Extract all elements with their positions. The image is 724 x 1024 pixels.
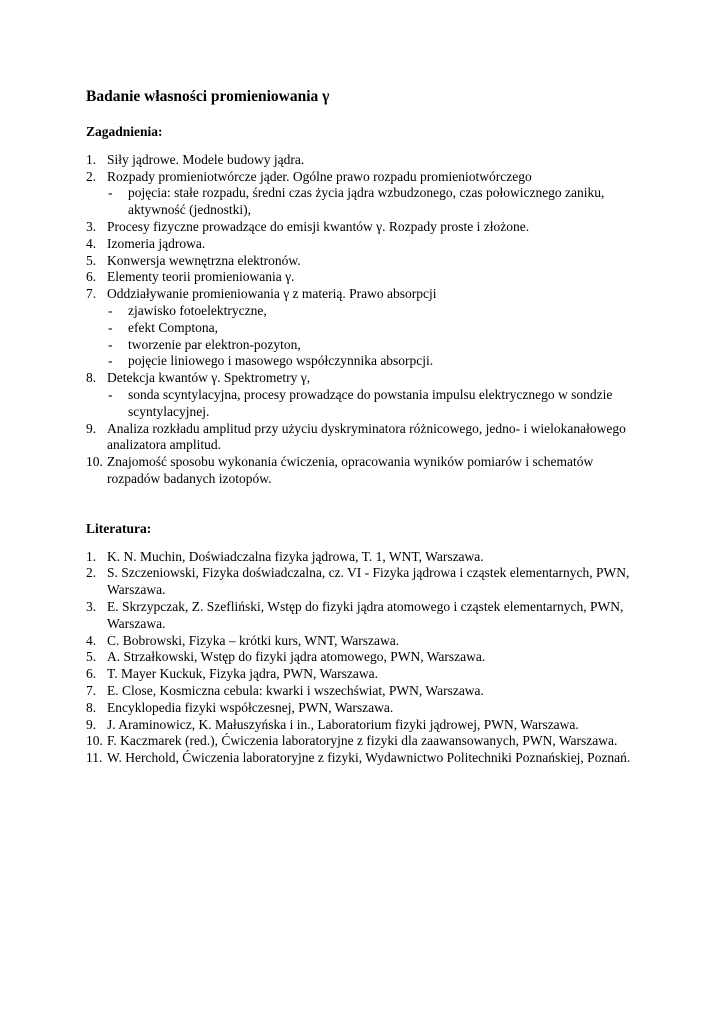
topic-item bbox=[86, 219, 646, 236]
literature-text: K. N. Muchin, Doświadczalna fizyka jądrowa, T. 1, WNT, Warszawa. bbox=[107, 548, 484, 564]
topic-item bbox=[86, 253, 646, 270]
literature-number: 6. bbox=[86, 666, 97, 682]
topic-item bbox=[86, 269, 646, 286]
literature-number: 11. bbox=[86, 750, 103, 766]
literature-item bbox=[86, 649, 646, 666]
topic-number: 2. bbox=[86, 168, 97, 184]
literature-number: 3. bbox=[86, 598, 97, 614]
topic-text: Analiza rozkładu amplitud przy użyciu dyskryminatora różnicowego, jedno- i wielokanałowego analizatora amplitud. bbox=[107, 420, 626, 453]
topic-subitem: - tworzenie par elektron-pozyton, bbox=[108, 336, 301, 352]
topic-item bbox=[86, 236, 646, 253]
topic-text: Elementy teorii promieniowania γ. bbox=[107, 269, 295, 285]
topic-item bbox=[86, 169, 646, 219]
topic-text: Znajomość sposobu wykonania ćwiczenia, opracowania wyników pomiarów i schematów rozpadów badanych izotopów. bbox=[107, 454, 594, 486]
literature-heading: Literatura: bbox=[86, 520, 152, 536]
topic-number: 7. bbox=[86, 286, 97, 302]
topic-subitem: - zjawisko fotoelektryczne, bbox=[108, 302, 267, 318]
document-title: Badanie własności promieniowania γ bbox=[86, 88, 330, 105]
topic-text: Detekcja kwantów γ. Spektrometry γ, bbox=[107, 370, 311, 386]
literature-text: J. Araminowicz, K. Małuszyńska i in., Laboratorium fizyki jądrowej, PWN, Warszawa. bbox=[107, 716, 579, 732]
literature-number: 7. bbox=[86, 682, 97, 698]
literature-item bbox=[86, 666, 646, 683]
literature-item bbox=[86, 733, 646, 750]
literature-number: 4. bbox=[86, 632, 97, 648]
topic-subitem: - sonda scyntylacyjna, procesy prowadzące do powstania impulsu elektrycznego w sondzie scyntylacyjnej. bbox=[108, 386, 613, 419]
topic-text: Rozpady promieniotwórcze jąder. Ogólne prawo rozpadu promieniotwórczego bbox=[107, 168, 532, 184]
literature-text: F. Kaczmarek (red.), Ćwiczenia laboratoryjne z fizyki dla zaawansowanych, PWN, Warszawa. bbox=[107, 733, 618, 749]
topic-text: Siły jądrowe. Modele budowy jądra. bbox=[107, 151, 305, 167]
literature-item bbox=[86, 599, 646, 633]
topics-heading: Zagadnienia: bbox=[86, 124, 163, 139]
topic-subitem-text: sonda scyntylacyjna, procesy prowadzące do powstania impulsu elektrycznego w sondzie scyntylacyjnej. bbox=[128, 386, 613, 419]
literature-item bbox=[86, 717, 646, 734]
topic-subitem: - efekt Comptona, bbox=[108, 319, 218, 335]
literature-text: T. Mayer Kuckuk, Fizyka jądra, PWN, Warszawa. bbox=[107, 666, 378, 682]
topic-subitem: - pojęcie liniowego i masowego współczynnika absorpcji. bbox=[108, 353, 434, 369]
topic-subitem: - pojęcia: stałe rozpadu, średni czas życia jądra wzbudzonego, czas połowicznego zaniku, aktywność (jednostki), bbox=[108, 185, 605, 218]
topic-number: 5. bbox=[86, 252, 97, 268]
topic-sublist bbox=[107, 185, 646, 219]
topics-list bbox=[86, 152, 646, 488]
literature-number: 2. bbox=[86, 565, 97, 581]
literature-number: 5. bbox=[86, 649, 97, 665]
topic-subitem-text: efekt Comptona, bbox=[128, 319, 218, 335]
topic-text: Oddziaływanie promieniowania γ z materią. Prawo absorpcji bbox=[107, 286, 437, 302]
literature-text: E. Close, Kosmiczna cebula: kwarki i wszechświat, PWN, Warszawa. bbox=[107, 682, 484, 698]
topic-number: 4. bbox=[86, 235, 97, 251]
literature-text: W. Herchold, Ćwiczenia laboratoryjne z fizyki, Wydawnictwo Politechniki Poznańskiej, Poznań. bbox=[107, 750, 631, 766]
topic-text: Procesy fizyczne prowadzące do emisji kwantów γ. Rozpady proste i złożone. bbox=[107, 218, 530, 234]
topic-item bbox=[86, 152, 646, 169]
topic-number: 1. bbox=[86, 151, 97, 167]
topic-subitem-text: pojęcia: stałe rozpadu, średni czas życia jądra wzbudzonego, czas połowicznego zaniku, aktywność (jednostki), bbox=[128, 185, 605, 218]
topic-item bbox=[86, 286, 646, 370]
literature-number: 8. bbox=[86, 699, 97, 715]
document-page bbox=[86, 88, 646, 767]
topic-item bbox=[86, 421, 646, 455]
literature-item bbox=[86, 565, 646, 599]
literature-text: Encyklopedia fizyki współczesnej, PWN, Warszawa. bbox=[107, 699, 394, 715]
literature-list bbox=[86, 549, 646, 767]
literature-number: 1. bbox=[86, 548, 97, 564]
topic-number: 6. bbox=[86, 269, 97, 285]
topic-number: 10. bbox=[86, 454, 103, 470]
literature-item bbox=[86, 750, 646, 767]
literature-text: E. Skrzypczak, Z. Szefliński, Wstęp do fizyki jądra atomowego i cząstek elementarnych, PWN, Warszawa. bbox=[107, 598, 624, 631]
topic-subitem-text: pojęcie liniowego i masowego współczynnika absorpcji. bbox=[128, 353, 434, 369]
topic-sublist bbox=[107, 303, 646, 370]
literature-text: C. Bobrowski, Fizyka – krótki kurs, WNT, Warszawa. bbox=[107, 632, 400, 648]
literature-text: S. Szczeniowski, Fizyka doświadczalna, cz. VI - Fizyka jądrowa i cząstek elementarnych, PWN, Warszawa. bbox=[107, 565, 630, 598]
literature-item bbox=[86, 633, 646, 650]
topic-number: 3. bbox=[86, 218, 97, 234]
topic-text: Izomeria jądrowa. bbox=[107, 235, 206, 251]
literature-item bbox=[86, 683, 646, 700]
topic-number: 8. bbox=[86, 370, 97, 386]
literature-item bbox=[86, 549, 646, 566]
literature-item bbox=[86, 700, 646, 717]
literature-number: 9. bbox=[86, 716, 97, 732]
topic-item bbox=[86, 370, 646, 420]
literature-number: 10. bbox=[86, 733, 103, 749]
topic-sublist bbox=[107, 387, 646, 421]
topic-text: Konwersja wewnętrzna elektronów. bbox=[107, 252, 301, 268]
topic-subitem-text: tworzenie par elektron-pozyton, bbox=[128, 336, 301, 352]
literature-text: A. Strzałkowski, Wstęp do fizyki jądra atomowego, PWN, Warszawa. bbox=[107, 649, 486, 665]
topic-item bbox=[86, 454, 646, 488]
topic-number: 9. bbox=[86, 420, 97, 436]
topic-subitem-text: zjawisko fotoelektryczne, bbox=[128, 302, 267, 318]
